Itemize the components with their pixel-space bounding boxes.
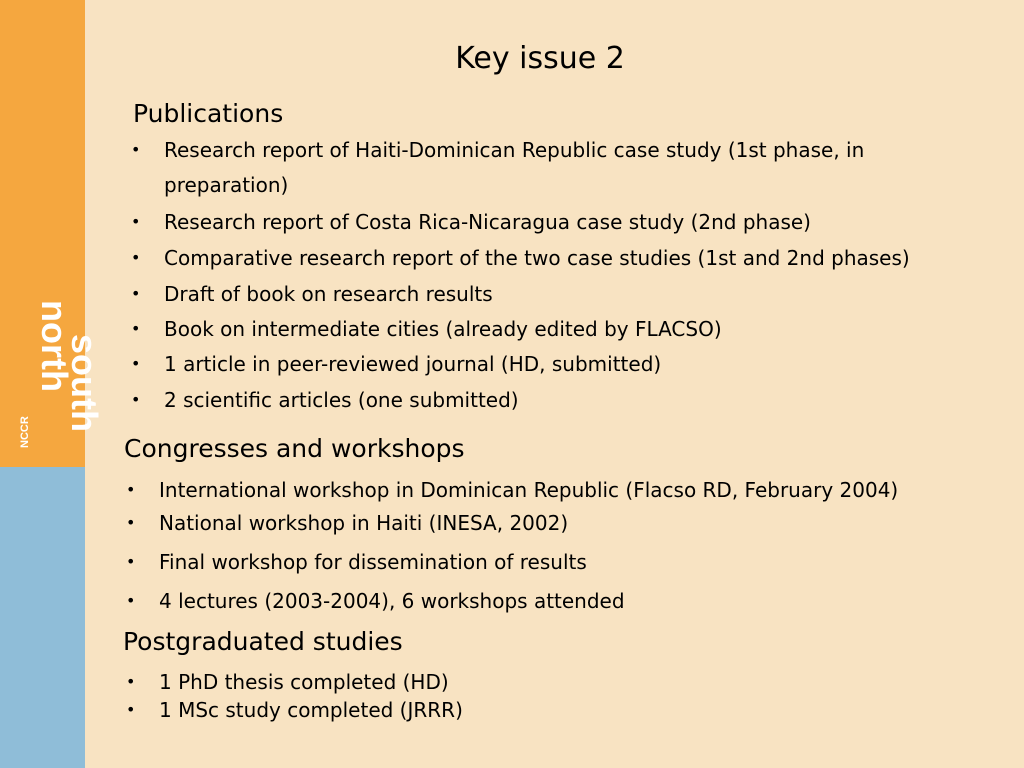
bullet-icon: • [126,700,136,719]
logo-text-north: north [34,300,75,392]
postgraduate-heading: Postgraduated studies [123,627,403,656]
bullet-icon: • [126,672,136,691]
bullet-icon: • [131,319,141,338]
bullet-icon: • [126,552,136,571]
bullet-icon: • [131,248,141,267]
bullet-icon: • [131,212,141,231]
sidebar [0,0,105,768]
bullet-icon: • [131,354,141,373]
logo-text-nccr: NCCR [19,416,31,448]
logo-text-south: south [64,334,105,432]
nccr-north-south-logo [0,0,105,768]
congresses-heading: Congresses and workshops [124,434,465,463]
bullet-icon: • [131,390,141,409]
bullet-icon: • [126,591,136,610]
bullet-icon: • [131,140,141,159]
publications-heading: Publications [133,99,284,128]
bullet-icon: • [131,284,141,303]
bullet-icon: • [126,513,136,532]
bullet-icon: • [126,480,136,499]
slide-title: Key issue 2 [455,41,625,76]
